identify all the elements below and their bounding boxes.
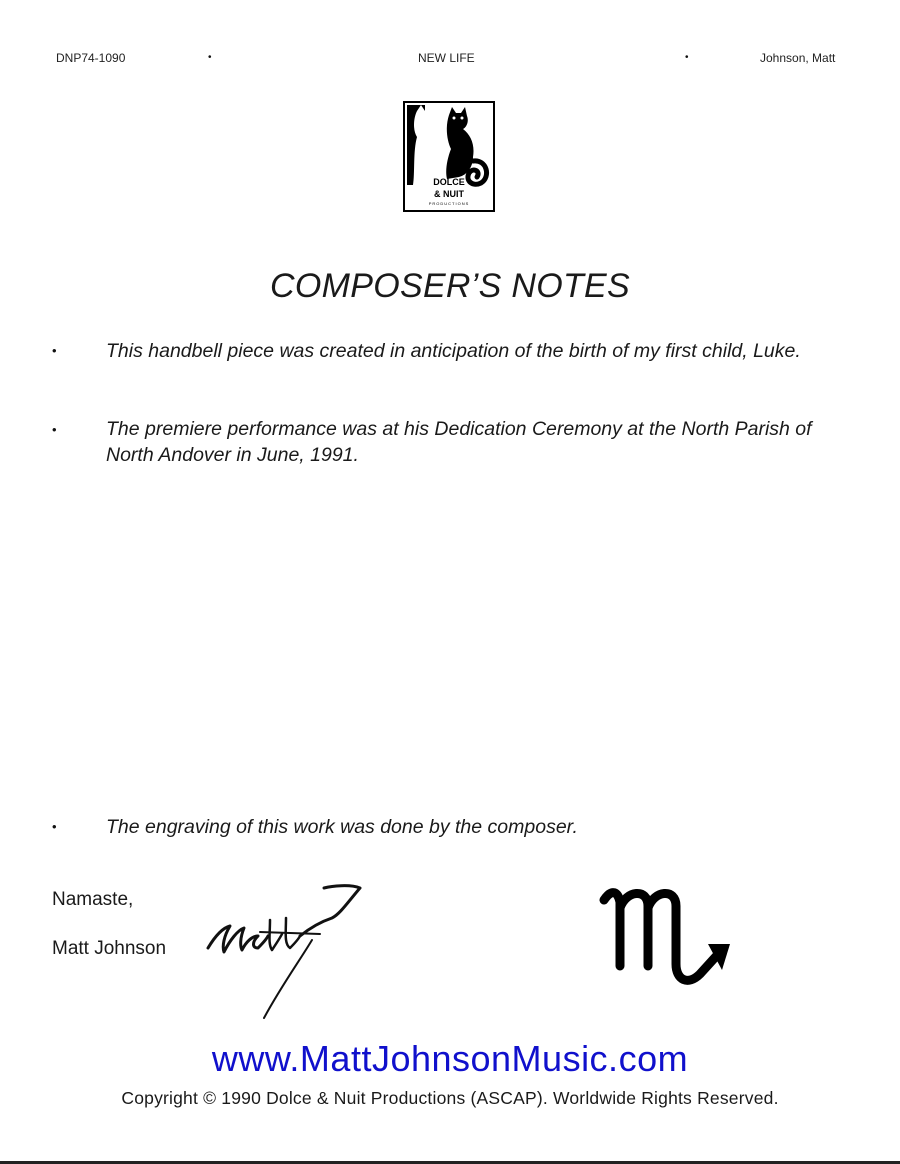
catalog-number: DNP74-1090 xyxy=(56,51,126,65)
dolce-nuit-logo xyxy=(403,101,495,212)
note-item-1: This handbell piece was created in anticipation of the birth of my first child, Luke. xyxy=(106,340,801,362)
cats-logo-icon xyxy=(403,101,495,212)
logo-small-a: a xyxy=(449,168,453,175)
piece-title: NEW LIFE xyxy=(418,51,475,65)
logo-text-productions: PRODUCTIONS xyxy=(428,201,470,206)
note-item-3: The engraving of this work was done by the composer. xyxy=(106,816,578,838)
signature-icon xyxy=(200,878,370,1028)
header-separator: • xyxy=(685,52,689,63)
bullet-icon: • xyxy=(52,343,57,358)
header-separator: • xyxy=(208,52,212,63)
logo-text-dolce: DOLCE xyxy=(433,177,465,187)
signoff-greeting: Namaste, xyxy=(52,889,134,910)
copyright-notice: Copyright © 1990 Dolce & Nuit Productions (ASCAP). Worldwide Rights Reserved. xyxy=(121,1088,779,1108)
logo-text-nuit: & NUIT xyxy=(434,189,464,199)
page-title: COMPOSER’S NOTES xyxy=(270,267,630,305)
bullet-icon: • xyxy=(52,422,57,437)
signoff-name: Matt Johnson xyxy=(52,938,167,959)
bullet-icon: • xyxy=(52,819,57,834)
note-item-2: The premiere performance was at his Dedication Ceremony at the North Parish of North Andover in June, 1991. xyxy=(106,418,812,466)
scorpio-symbol-icon xyxy=(596,878,736,998)
composer-header: Johnson, Matt xyxy=(760,51,836,65)
website-link[interactable]: www.MattJohnsonMusic.com xyxy=(211,1038,689,1079)
signature xyxy=(200,878,370,1028)
